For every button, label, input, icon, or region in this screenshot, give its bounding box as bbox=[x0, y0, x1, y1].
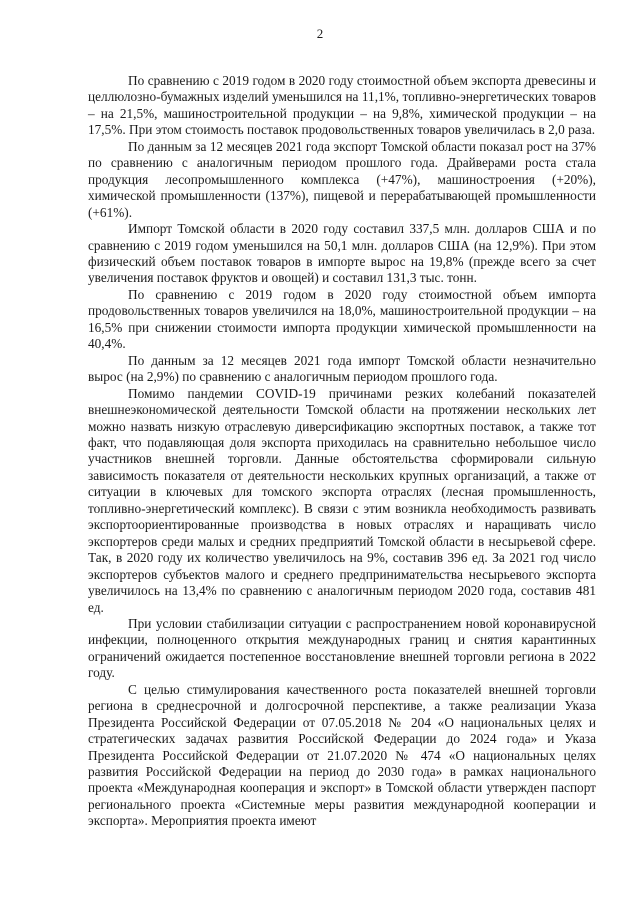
paragraph-regional-project: С целью стимулирования качественного роста показателей внешней торговли региона в среднесрочной и долгосрочной перспективе, а также реализации Указа Президента Российской Федерации от 07.05.2018 № 204 «О национальных целях и стратегических задачах развития Российской Федерации до 2024 года» и Указа Президента Российской Федерации от 21.07.2020 № 474 «О национальных целях развития Российской Федерации на период до 2030 года» в рамках национального проекта «Международная кооперация и экспорт» в Томской области утвержден паспорт регионального проекта «Системные меры развития международной кооперации и экспорта». Мероприятия проекта имеют bbox=[88, 681, 596, 829]
paragraph-export-2021: По данным за 12 месяцев 2021 года экспорт Томской области показал рост на 37% по сравнению с аналогичным периодом прошлого года. Драйверами роста стала продукция лесопромышленного комплекса (+47%), машиностроения (+20%), химической промышленности (137%), пищевой и перерабатывающей промышленности (+61%). bbox=[88, 138, 596, 220]
paragraph-recovery-outlook: При условии стабилизации ситуации с распространением новой коронавирусной инфекции, полноценного открытия международных границ и снятия карантинных ограничений ожидается постепенное восстановление внешней торговли региона в 2022 году. bbox=[88, 615, 596, 681]
paragraph-export-2020: По сравнению с 2019 годом в 2020 году стоимостной объем экспорта древесины и целлюлозно-бумажных изделий уменьшился на 11,1%, топливно-энергетических товаров – на 21,5%, машиностроительной продукции – на 9,8%, химической продукции – на 17,5%. При этом стоимость поставок продовольственных товаров увеличилась в 2,0 раза. bbox=[88, 73, 596, 138]
paragraph-import-structure: По сравнению с 2019 годом в 2020 году стоимостной объем импорта продовольственных товаров увеличился на 18,0%, машиностроительной продукции – на 16,5% при снижении стоимости импорта продукции химической промышленности на 40,4%. bbox=[88, 286, 596, 352]
paragraph-import-2021: По данным за 12 месяцев 2021 года импорт Томской области незначительно вырос (на 2,9%) по сравнению с аналогичным периодом прошлого года. bbox=[88, 352, 596, 385]
page-number: 2 bbox=[316, 26, 324, 41]
paragraph-import-2020: Импорт Томской области в 2020 году составил 337,5 млн. долларов США и по сравнению с 2019 годом уменьшился на 50,1 млн. долларов США (на 12,9%). При этом физический объем поставок товаров в импорте вырос на 19,8% (прежде всего за счет увеличения поставок фруктов и овощей) и составил 131,3 тыс. тонн. bbox=[88, 221, 596, 286]
paragraph-fluctuation-causes: Помимо пандемии COVID-19 причинами резких колебаний показателей внешнеэкономической деятельности Томской области на протяжении нескольких лет можно назвать низкую отраслевую диверсификацию экспортных поставок, а также тот факт, что подавляющая доля экспорта приходилась на сравнительно небольшое число участников внешней торговли. Данные обстоятельства сформировали сильную зависимость показателя от деятельности нескольких крупных организаций, а также от ситуации в ключевых для томского экспорта отраслях (лесная промышленность, топливно-энергетический комплекс). В связи с этим возникла необходимость развивать экспортоориентированные производства в новых отраслях и наращивать число экспортеров среди малых и средних предприятий Томской области в несырьевой сфере. Так, в 2020 году их количество увеличилось на 9%, составив 396 ед. За 2021 год число экспортеров субъектов малого и среднего предпринимательства несырьевого экспорта увеличилось на 13,4% по сравнению с аналогичным периодом 2020 года, составив 481 ед. bbox=[88, 385, 596, 615]
document-body bbox=[88, 73, 596, 830]
